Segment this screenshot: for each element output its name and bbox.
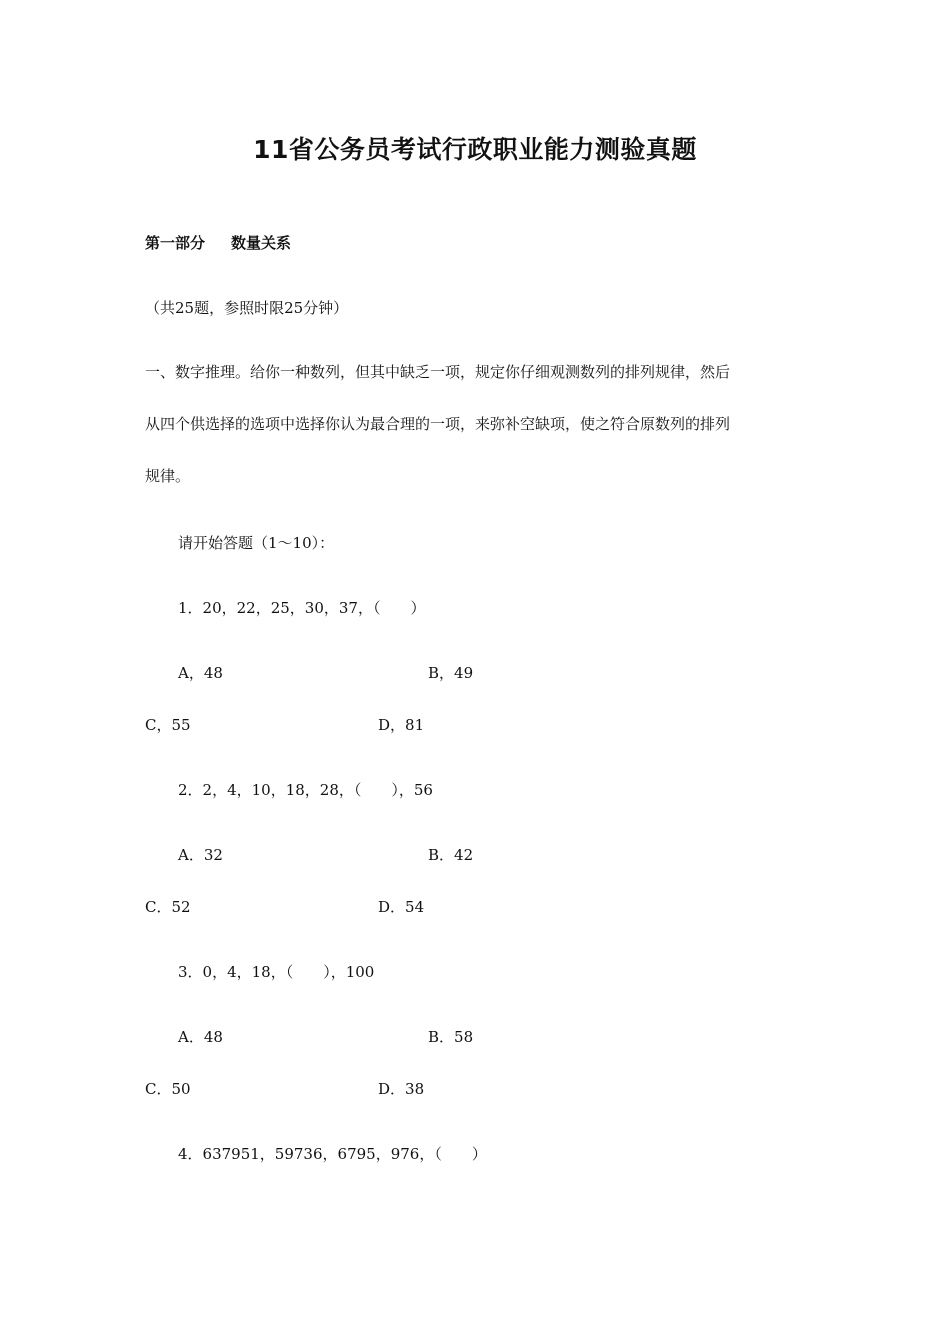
question-3-stem: 3．0，4，18，（ ），100: [178, 963, 375, 981]
question-2-option-b: B．42: [428, 846, 474, 864]
section-part: 第一部分: [145, 234, 206, 252]
instruction-line: 一、数字推理。给你一种数列，但其中缺乏一项，规定你仔细观测数列的排列规律，然后: [145, 363, 731, 381]
question-3-option-c: C．50: [145, 1080, 191, 1098]
question-1-stem: 1．20，22，25，30，37，（ ）: [178, 599, 426, 617]
question-2-option-a: A．32: [178, 846, 223, 864]
question-2-stem: 2．2，4，10，18，28，（ ），56: [178, 781, 433, 799]
question-2-option-d: D．54: [378, 898, 425, 916]
question-1-option-b: B，49: [428, 664, 474, 682]
question-4-stem: 4．637951，59736，6795，976，（ ）: [178, 1145, 487, 1163]
question-1-option-a: A，48: [178, 664, 223, 682]
instruction-line: 从四个供选择的选项中选择你认为最合理的一项，来弥补空缺项，使之符合原数列的排列: [145, 415, 731, 433]
time-limit-note: （共25题，参照时限25分钟）: [145, 299, 349, 317]
question-3-option-a: A．48: [178, 1028, 223, 1046]
section-name: 数量关系: [231, 234, 292, 252]
question-3-option-d: D．38: [378, 1080, 425, 1098]
instruction-line: 规律。: [145, 467, 191, 485]
question-1-option-c: C，55: [145, 716, 191, 734]
question-2-option-c: C．52: [145, 898, 191, 916]
document-title: 11省公务员考试行政职业能力测验真题: [253, 135, 697, 164]
question-1-option-d: D，81: [378, 716, 425, 734]
section-heading: [145, 232, 291, 253]
start-prompt: 请开始答题（1～10）：: [178, 534, 335, 552]
question-3-option-b: B．58: [428, 1028, 474, 1046]
instruction-paragraph: [145, 346, 805, 502]
